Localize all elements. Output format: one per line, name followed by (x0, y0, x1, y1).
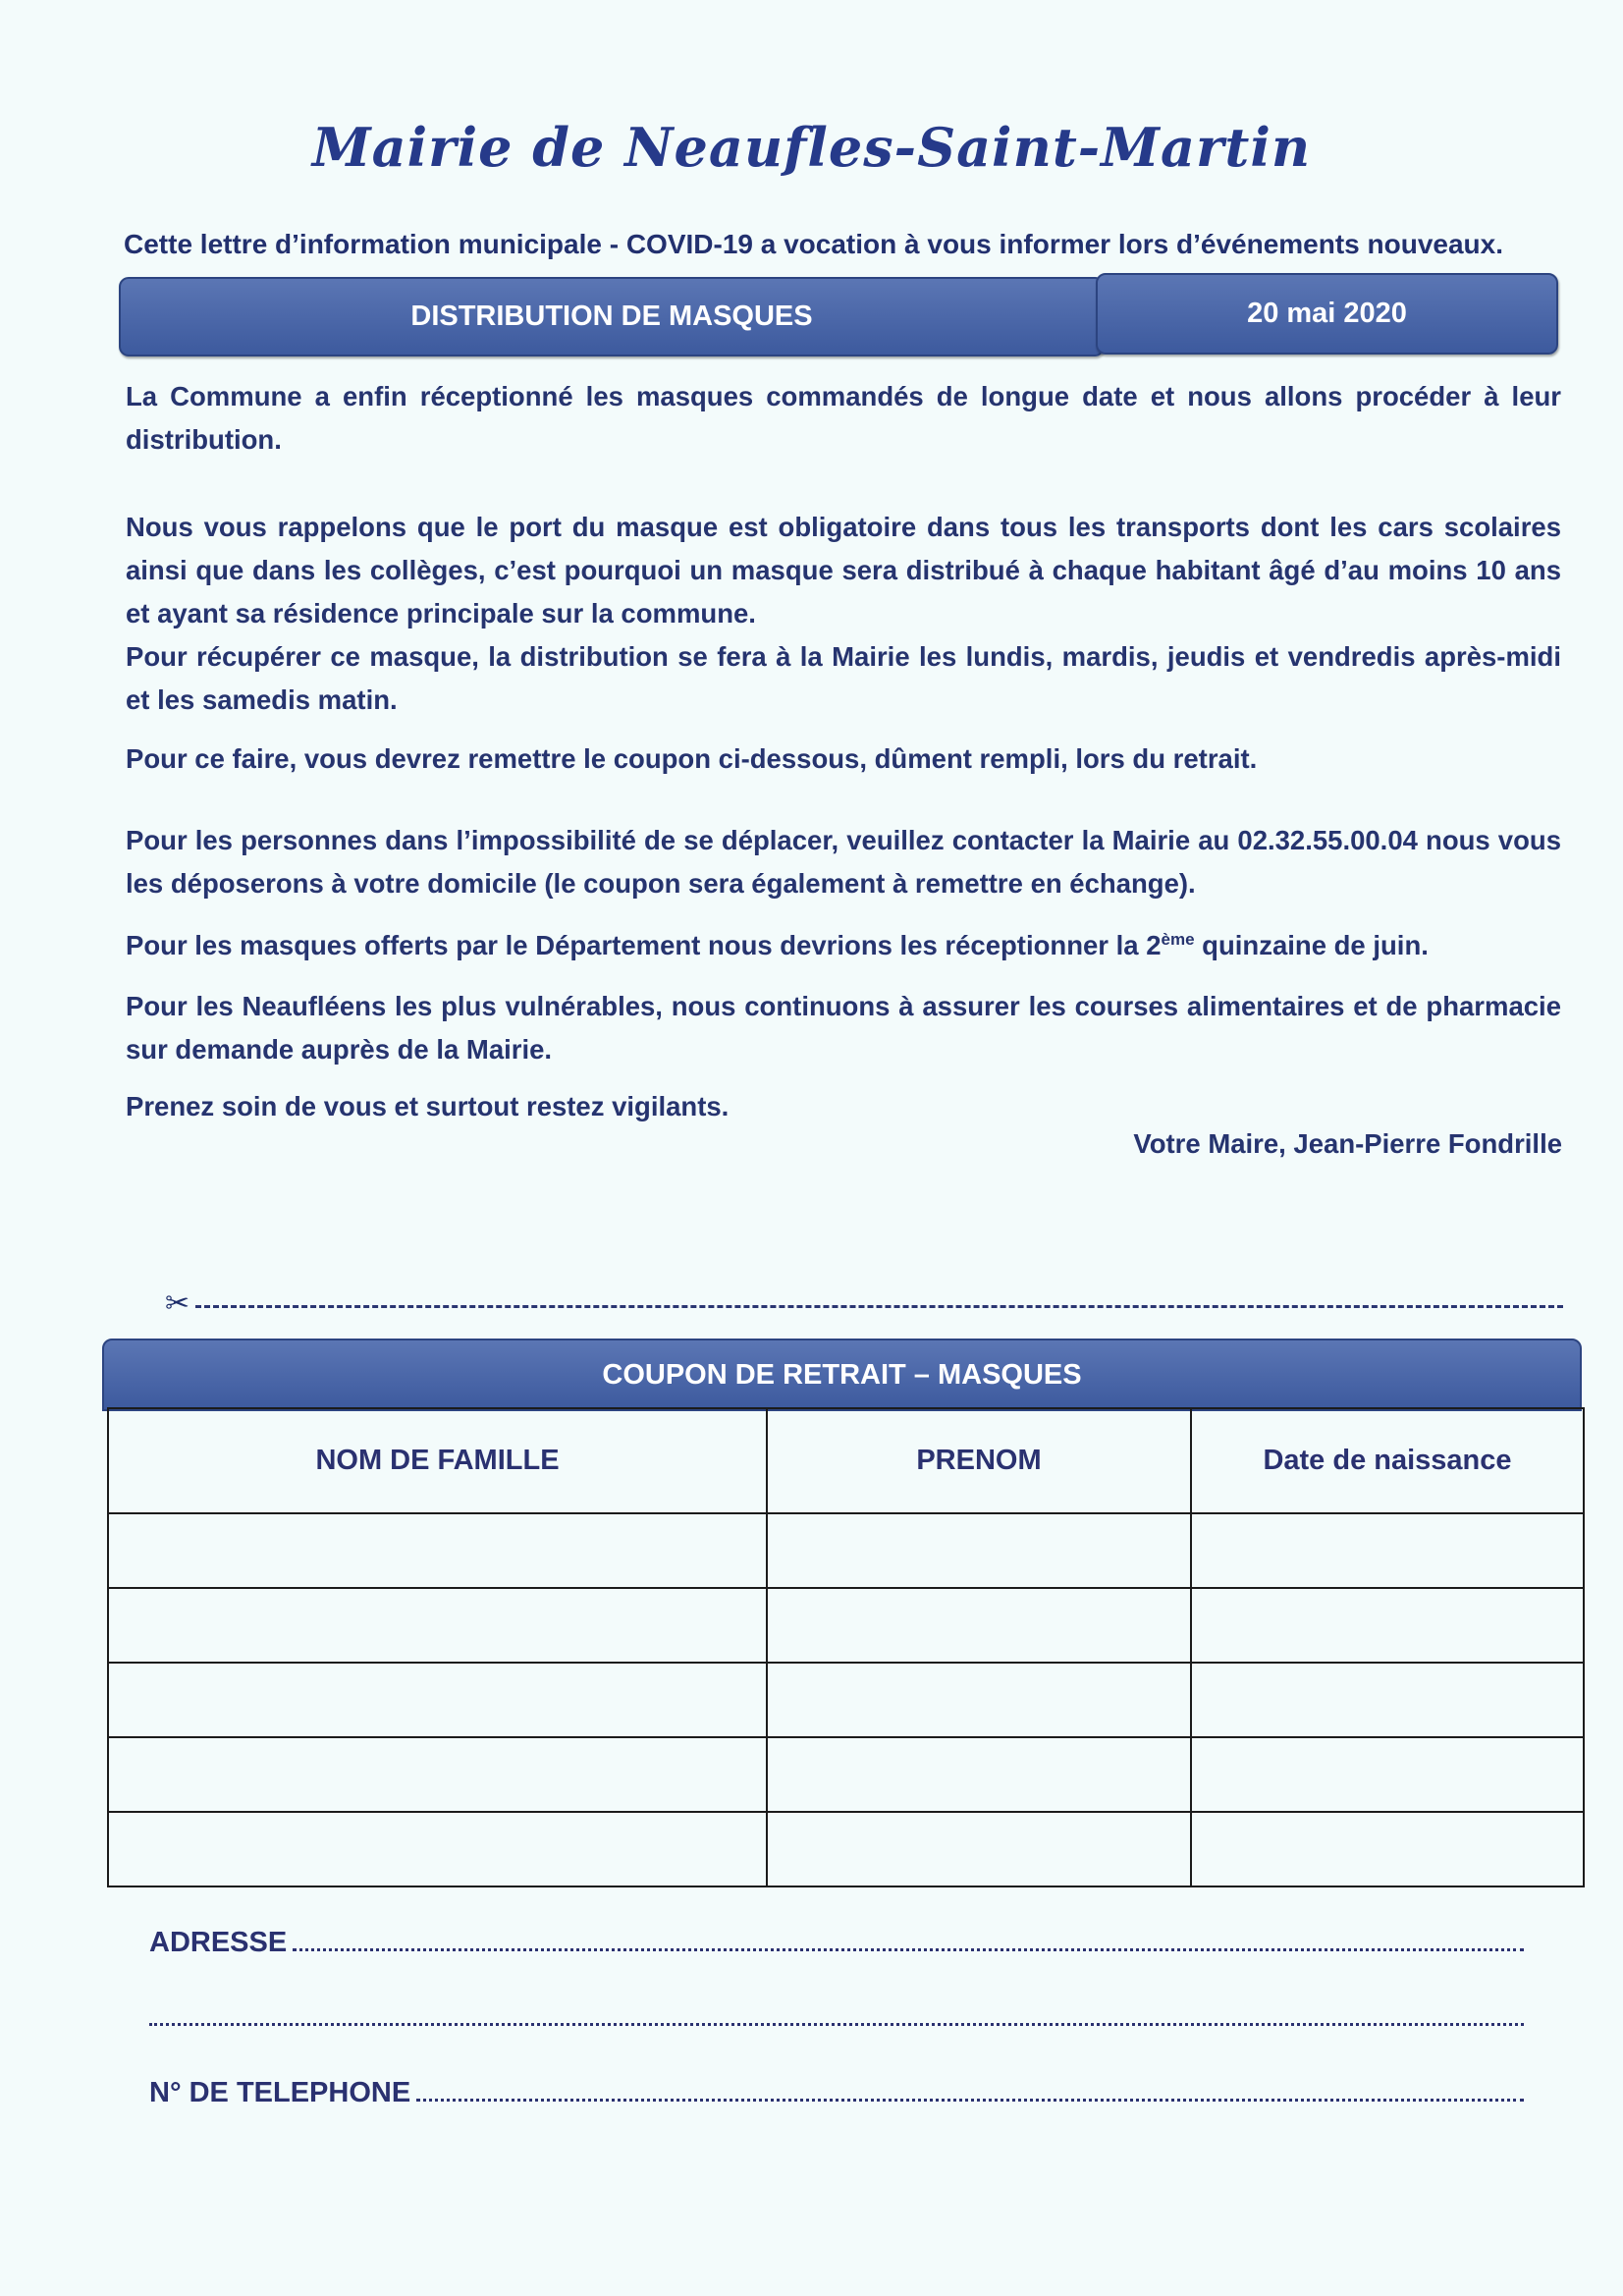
paragraph-coupon: Pour ce faire, vous devrez remettre le coupon ci-dessous, dûment rempli, lors du retrait. (126, 743, 1258, 774)
subject-label: DISTRIBUTION DE MASQUES (410, 301, 813, 332)
cell-nom[interactable] (108, 1588, 767, 1663)
signature: Votre Maire, Jean-Pierre Fondrille (1133, 1128, 1562, 1159)
cut-line (165, 1288, 1563, 1318)
address-dotted-line[interactable] (293, 1929, 1524, 1951)
cell-prenom[interactable] (767, 1812, 1191, 1886)
paragraph-schedule: Pour récupérer ce masque, la distribution se fera à la Mairie les lundis, mardis, jeudis et vendredis après-midi et les samedis matin. (126, 641, 1561, 715)
table-row (108, 1812, 1584, 1886)
address-field-continued[interactable] (149, 2003, 1524, 2026)
cell-prenom[interactable] (767, 1513, 1191, 1588)
table-row (108, 1588, 1584, 1663)
cell-nom[interactable] (108, 1513, 767, 1588)
phone-dotted-line[interactable] (416, 2079, 1524, 2102)
cell-date[interactable] (1191, 1588, 1584, 1663)
coupon-table (107, 1407, 1585, 1887)
address-field[interactable] (149, 1927, 1524, 1959)
column-header-date: Date de naissance (1191, 1408, 1584, 1513)
paragraph-obligation: Nous vous rappelons que le port du masque est obligatoire dans tous les transports dont les cars scolaires ainsi que dans les collèges, c’est pourquoi un masque sera distribué à chaque habitant âgé d’au moins 10 ans et ayant sa résidence principale sur la commune. (126, 512, 1561, 629)
address-dotted-line-2[interactable] (149, 2003, 1524, 2026)
intro-line: Cette lettre d’information municipale - COVID-19 a vocation à vous informer lors d’événements nouveaux. (124, 229, 1503, 259)
cell-nom[interactable] (108, 1812, 767, 1886)
paragraph-contact: Pour les personnes dans l’impossibilité de se déplacer, veuillez contacter la Mairie au 02.32.55.00.04 nous vous les déposerons à votre domicile (le coupon sera également à remettre en échange). (126, 825, 1561, 899)
date-label: 20 mai 2020 (1247, 298, 1407, 329)
cell-prenom[interactable] (767, 1737, 1191, 1812)
paragraph-reception: La Commune a enfin réceptionné les masques commandés de longue date et nous allons procéder à leur distribution. (126, 381, 1561, 455)
paragraph-department (126, 924, 1561, 967)
table-row (108, 1513, 1584, 1588)
cell-date[interactable] (1191, 1513, 1584, 1588)
cell-nom[interactable] (108, 1737, 767, 1812)
paragraph-vulnerable: Pour les Neaufléens les plus vulnérables, nous continuons à assurer les courses alimentaires et de pharmacie sur demande auprès de la Mairie. (126, 991, 1561, 1065)
department-text: Pour les masques offerts par le Département nous devrions les réceptionner la 2 (126, 930, 1162, 960)
ordinal-suffix: ème (1161, 929, 1195, 949)
paragraph-closing: Prenez soin de vous et surtout restez vigilants. (126, 1091, 730, 1121)
table-row (108, 1663, 1584, 1737)
phone-label: N° DE TELEPHONE (149, 2077, 411, 2108)
column-header-prenom: PRENOM (767, 1408, 1191, 1513)
subject-banner (119, 277, 1105, 356)
cell-date[interactable] (1191, 1812, 1584, 1886)
date-banner (1096, 273, 1558, 355)
cell-nom[interactable] (108, 1663, 767, 1737)
coupon-title-banner (102, 1339, 1582, 1411)
column-header-nom: NOM DE FAMILLE (108, 1408, 767, 1513)
address-label: ADRESSE (149, 1927, 288, 1958)
department-text-end: quinzaine de juin. (1194, 930, 1429, 960)
cell-date[interactable] (1191, 1663, 1584, 1737)
dashed-separator (195, 1305, 1563, 1308)
cell-prenom[interactable] (767, 1663, 1191, 1737)
coupon-title: COUPON DE RETRAIT – MASQUES (602, 1358, 1082, 1391)
page-title: Mairie de Neaufles-Saint-Martin (311, 116, 1312, 179)
scissors-icon: ✂ (165, 1286, 190, 1320)
phone-field[interactable] (149, 2077, 1524, 2109)
cell-prenom[interactable] (767, 1588, 1191, 1663)
coupon-header-row (108, 1408, 1584, 1513)
cell-date[interactable] (1191, 1737, 1584, 1812)
table-row (108, 1737, 1584, 1812)
